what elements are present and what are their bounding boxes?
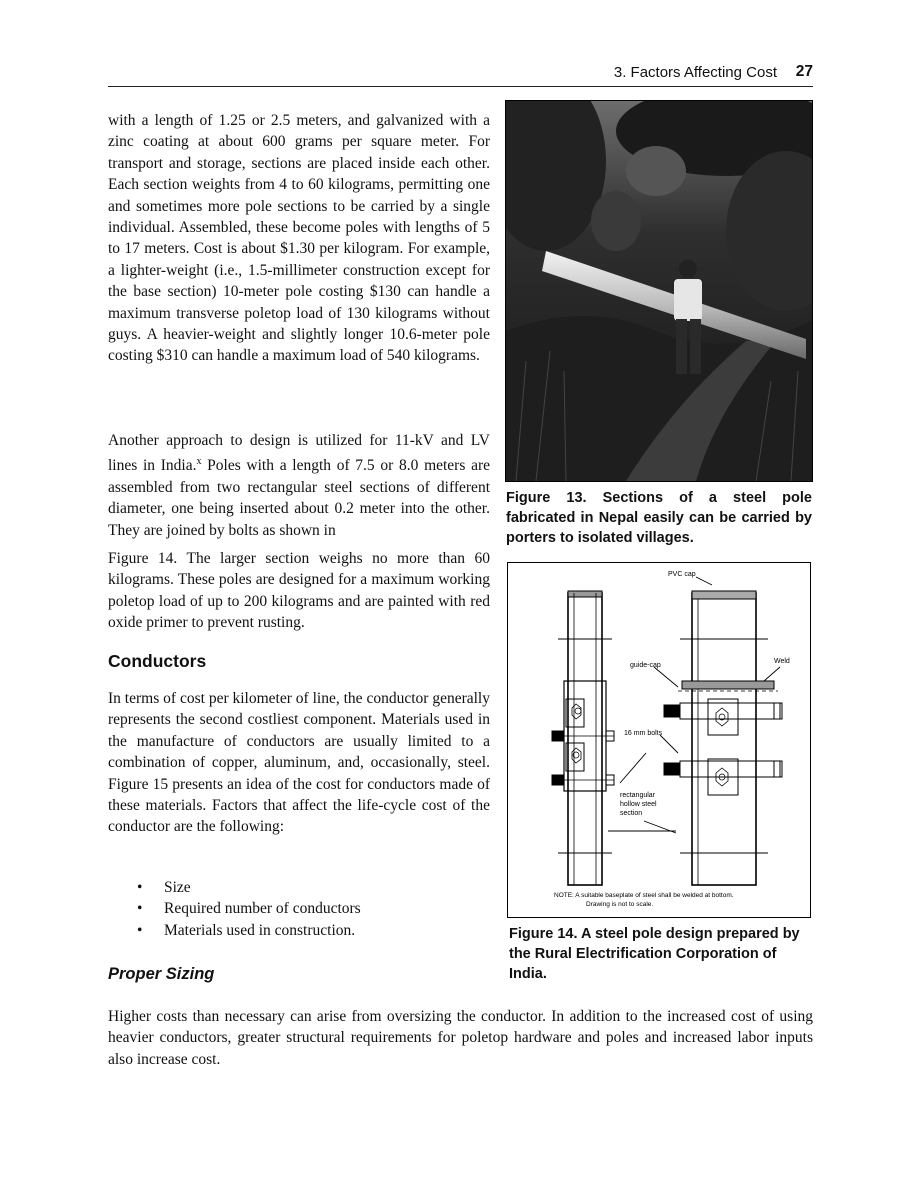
running-header	[108, 62, 813, 87]
paragraph-galvanized-sections: with a length of 1.25 or 2.5 meters, and galvanized with a zinc coating at about 600 grams per square meter. For transport and storage, sections are placed inside each other. Each section weights from 4 to 60 kilograms, permitting one and sometimes more pole sections to be carried by a single individual. Assembled, these become poles with lengths of 5 to 17 meters. Cost is about $1.30 per kilogram. For example, a lighter-weight (i.e., 1.5-millimeter construction except for the base section) 10-meter pole costing $130 can handle a maximum transverse poletop load of 130 kilograms without guys. A heavier-weight and slightly longer 10.6-meter pole costing $310 can handle a maximum load of 540 kilograms.	[108, 112, 490, 365]
bullet-icon: •	[137, 900, 143, 918]
steel-pole-joint-diagram	[508, 563, 810, 917]
paragraph-india-design-lead: Another approach to design is utilized for 11-kV and LV lines in India.	[108, 432, 490, 475]
page-number: 27	[795, 63, 813, 80]
factor-list	[137, 877, 477, 941]
paragraph-oversizing: Higher costs than necessary can arise from oversizing the conductor. In addition to the increased cost of using heavier conductors, greater structural requirements for poletop hardware and poles and increased labor inputs also increase cost.	[108, 1008, 813, 1068]
porter-carrying-pole-image	[506, 101, 812, 481]
paragraph-larger-section: Figure 14. The larger section weighs no more than 60 kilograms. These poles are designed for a maximum working poletop load of up to 200 kilograms and are painted with red oxide primer to prevent rusting.	[108, 550, 490, 632]
figure-13-photo	[505, 100, 813, 482]
note-baseplate: NOTE: A suitable baseplate of steel shall be welded at bottom.	[554, 892, 734, 899]
list-item: • Size	[137, 877, 477, 898]
figure-14-caption: Figure 14. A steel pole design prepared by the Rural Electrification Corporation of India.	[509, 926, 800, 982]
bullet-icon: •	[137, 879, 143, 896]
label-section: section	[620, 810, 643, 817]
label-pvc-cap: PVC cap	[668, 571, 696, 578]
figure-13-caption: Figure 13. Sections of a steel pole fabricated in Nepal easily can be carried by porters to isolated villages.	[506, 490, 812, 546]
label-hollow-steel: hollow steel	[620, 801, 657, 808]
heading-conductors: Conductors	[108, 651, 207, 671]
figure-14-drawing	[507, 562, 811, 918]
bullet-icon: •	[137, 921, 143, 939]
heading-proper-sizing: Proper Sizing	[108, 965, 215, 983]
label-bolts: 16 mm bolts	[624, 730, 663, 737]
label-guide-cap: guide-cap	[630, 662, 661, 669]
paragraph-conductor-cost: In terms of cost per kilometer of line, the conductor generally represents the second costliest component. Materials used in the manufacture of conductors are usually limited to a combination of copper, aluminum, and, occasionally, steel. Figure 15 presents an idea of the cost for conductors made of these materials. Factors that affect the life-cycle cost of the conductor are the following:	[108, 690, 490, 836]
label-weld: Weld	[774, 658, 790, 665]
list-item: • Required number of conductors	[137, 898, 477, 919]
label-rectangular: rectangular	[620, 792, 656, 799]
note-scale: Drawing is not to scale.	[586, 901, 654, 908]
list-item: • Materials used in construction.	[137, 920, 477, 941]
paragraph-india-design	[108, 430, 490, 541]
chapter-title: 3. Factors Affecting Cost	[613, 64, 777, 81]
footnote-ref: x	[196, 456, 202, 468]
paragraph-india-design-rest: Poles with a length of 7.5 or 8.0 meters are assembled from two rectangular steel sections of different diameter, one being inserted about 0.2 meter into the other. They are joined by bolts as shown in	[108, 457, 490, 539]
